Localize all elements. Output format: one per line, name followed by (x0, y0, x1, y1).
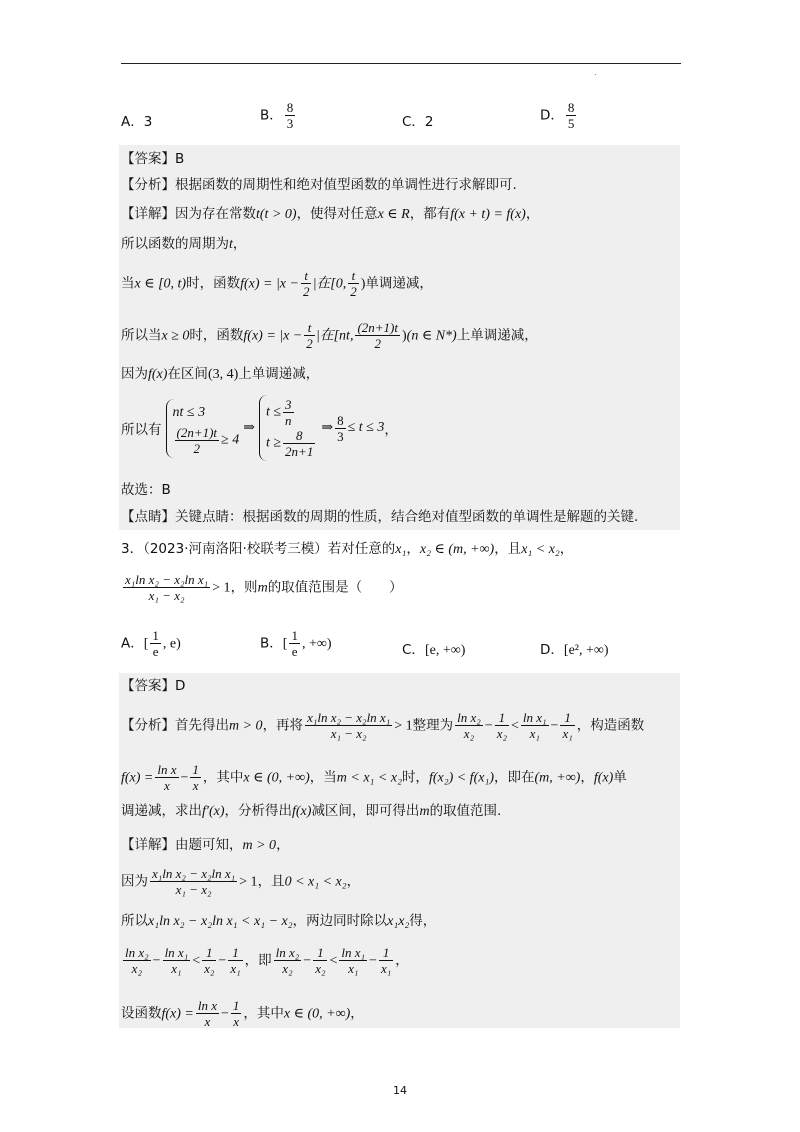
sol2-decreasing-line: 当x ∈ [0, t)时，函数f(x) = |x − $\frac{t}{2}$ |在[0, $\frac{t}{2}$ )单调递减， (121, 268, 433, 299)
q2-option-b-fraction: $\frac{8}{3}$ (286, 100, 294, 131)
q3-option-d: D．[e², +∞) (540, 642, 609, 658)
q2-option-d (540, 100, 578, 131)
system-right: t ≤ $\frac{3}{n}$ t ≥ $\frac{8}{2n+1}$ (259, 395, 317, 461)
q3-stem-line1: 3．（2023·河南洛阳·校联考三模）若对任意的x₁，x₂ ∈ (m, +∞)，且x₁ < x₂， (121, 541, 574, 557)
q3-option-c: C．[e, +∞) (402, 642, 466, 658)
sol3-detail-line4: $\frac{\text{ln x₂}}{\text{x₂}}$ − $\frac{\text{ln x₁}}{\text{x₁}}$ < $\frac{1}{\text{x₂}}$ − $\frac{1}{\text{x₁}}$ ，即 $\frac{\text{ln x₂}}{\text{x₂}}$ − $\frac{1}{\text{x₂}}$ < $\frac{\text{ln x₁}}{\text{x₁}}$ − $\frac{1}{\text{x₁}}$ ， (125, 945, 409, 976)
q3-stem-line2: $\frac{\text{x₁ln x₂ − x₂ln x₁}}{\text{x₁ − x₂}}$ > 1，则m的取值范围是（ ） (125, 572, 403, 603)
sol3-analysis-line2: f(x) = $\frac{\text{ln x}}{x}$ − $\frac{1}{x}$ ，其中x ∈ (0, +∞)，当m < x₁ < x₂时，f(x₂) < f(x₁)，即在(m, +∞)，f(x)单 (121, 762, 627, 793)
sol2-key-point: 【点睛】关键点睛：根据函数的周期的性质，结合绝对值型函数的单调性是解题的关键. (121, 509, 639, 525)
sol2-answer: 【答案】B (121, 151, 185, 167)
sol3-detail-line1: 【详解】由题可知，m > 0， (121, 837, 290, 853)
page-number: 14 (393, 1084, 407, 1097)
sol3-analysis-line3: 调递减，求出f′(x)，分析得出f(x)减区间，即可得出m的取值范围. (121, 803, 502, 819)
sol2-choice: 故选：B (121, 482, 171, 498)
sol3-detail-line3: 所以x₁ln x₂ − x₂ln x₁ < x₁ − x₂，两边同时除以x₁x₂得， (121, 913, 437, 929)
q3-option-a: A．[ $\frac{1}{e}$ , e) (121, 628, 181, 659)
sol2-period-line: 所以函数的周期为t， (121, 236, 247, 252)
q2-option-d-fraction: $\frac{8}{5}$ (567, 100, 575, 131)
sol2-general-line: 所以当x ≥ 0时，函数f(x) = |x − $\frac{t}{2}$ |在[nt, $\frac{(2n+1)t}{2}$ )(n ∈ N*)上单调递减， (121, 320, 538, 351)
sol3-detail-line5: 设函数f(x) = $\frac{\text{ln x}}{x}$ − $\frac{1}{x}$ ，其中x ∈ (0, +∞)， (121, 998, 364, 1029)
system-left: nt ≤ 3 $\frac{(2n+1)t}{2}$ ≥ 4 (166, 399, 240, 458)
q2-option-b-label: B． (260, 107, 283, 124)
sol3-detail-line2: 因为 $\frac{\text{x₁ln x₂ − x₂ln x₁}}{\text{x₁ − x₂}}$ > 1，且0 < x₁ < x₂， (121, 866, 361, 897)
sol2-detail-line1: 【详解】因为存在常数t(t > 0)，使得对任意x ∈ R，都有f(x + t) = f(x)， (121, 206, 540, 222)
sol3-analysis-line1: 【分析】首先得出m > 0，再将 $\frac{\text{x₁ln x₂ − x₂ln x₁}}{\text{x₁ − x₂}}$ > 1整理为 $\frac{\text{ln x₂}}{\text{x₂}}$ − $\frac{1}{\text{x₂}}$ < $\frac{\text{ln x₁}}{\text{x₁}}$ − $\frac{1}{\text{x₁}}$ ，构造函数 (121, 710, 645, 741)
sol2-analysis: 【分析】根据函数的周期性和绝对值型函数的单调性进行求解即可. (121, 177, 517, 193)
q2-option-d-label: D． (540, 107, 564, 124)
q2-option-a: A．3 (121, 114, 153, 130)
sol3-answer: 【答案】D (121, 678, 186, 694)
header-mark: . (594, 68, 597, 77)
sol2-system-line: 所以有 nt ≤ 3 $\frac{(2n+1)t}{2}$ ≥ 4 ⇒ t ≤ $\frac{3}{n}$ t ≥ $\frac{8}{2n+1}$ ⇒ $\frac{8}{3}$ ≤ t ≤ 3， (121, 397, 398, 459)
q2-option-b (260, 100, 297, 131)
q3-option-b: B．[ $\frac{1}{e}$ , +∞) (260, 628, 332, 659)
header-rule (121, 63, 681, 64)
sol2-interval-line: 因为f(x)在区间(3, 4)上单调递减， (121, 366, 320, 382)
q2-option-c: C．2 (402, 114, 434, 130)
